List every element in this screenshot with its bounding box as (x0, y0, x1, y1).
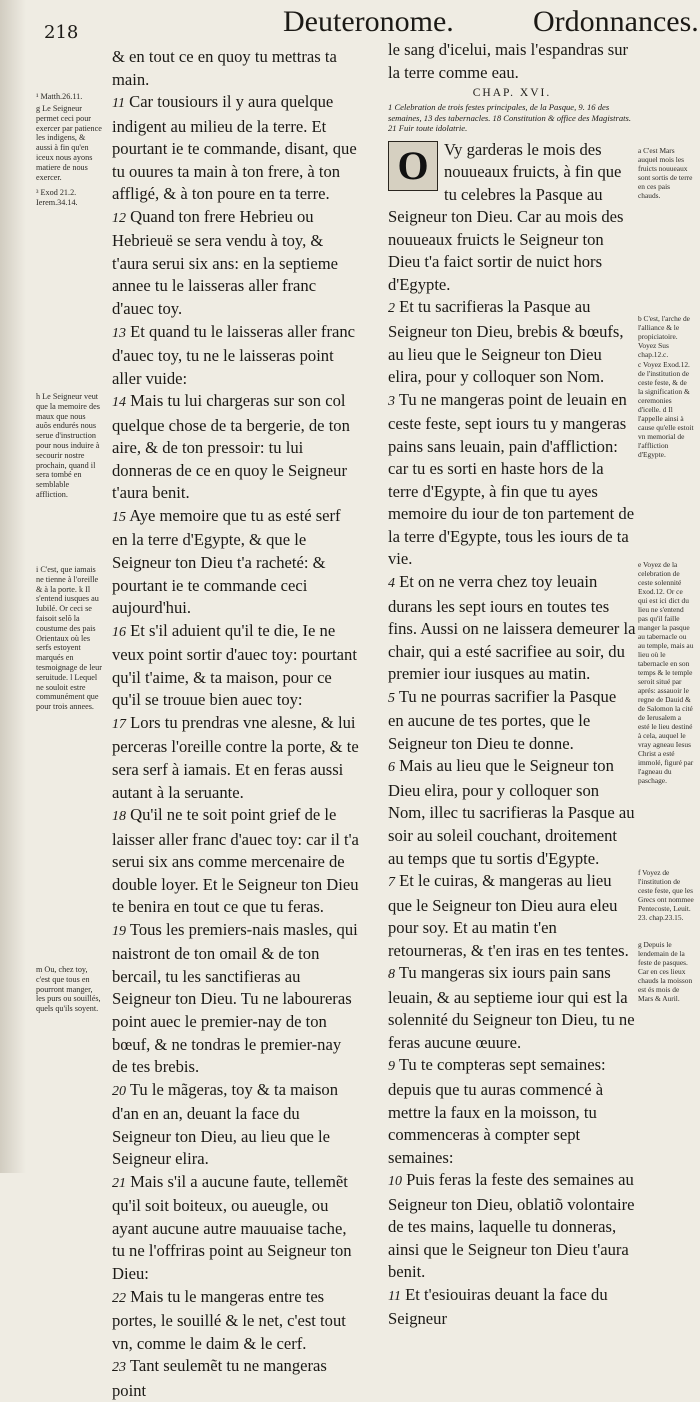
margin-note: c Voyez Exod.12. de l'institution de ceste feste, & de la signification & ceremonies d'icelle. d Il l'appelle ainsi à cause qu'elle estoit vn memorial de l'affliction d'Egypte. (638, 360, 694, 459)
running-head-book: Deuteronome. (283, 5, 454, 38)
verse-16: 16 Et s'il aduient qu'il te die, Ie ne veux point sortir d'auec toy: pourtant qu'il t'aime, & ta maison, pour ce qu'il se trouue bien auec toy: (112, 620, 357, 710)
chapter-heading: CHAP. XVI. (472, 87, 552, 100)
margin-note: a C'est Mars auquel mois les fruicts nouueaux sont sortis de terre en ces pais chauds. (638, 146, 693, 200)
verse-15: 15 Aye memoire que tu as esté serf en la terre d'Egypte, & que le Seigneur ton Dieu t'a racheté: & pourtant ie te commande ceci aujourd'hui. (112, 505, 341, 618)
margin-note: e Voyez de la celebration de ceste solennité Exod.12. Or ce qui est ici dict du lieu ne s'entend pas qu'il faille manger la pasque au tabernacle ou au temple, mais au lieu où le tabernacle en son temps & le temple seroit situé par aprés: assauoir le regne de Dauid & de Salomon la cité de Ierusalem a esté le lieu destiné à cela, auquel le vray agneau Iesus Christ a esté immolé, figuré par l'agneau du paschage. (638, 560, 694, 785)
verse-12: 12 Quand ton frere Hebrieu ou Hebrieuë se sera vendu à toy, & t'aura serui six ans: en la septieme annee tu le laisseras aller franc d'auec toy. (112, 206, 339, 319)
verse-13: 13 Et quand tu le laisseras aller franc d'auec toy, tu ne le laisseras point aller vuide: (112, 321, 355, 388)
verse-14: 14 Mais tu lui chargeras sur son col quelque chose de ta bergerie, de ton aire, & de ton pressoir: tu lui donneras de ce en quoy le Seigneur t'aura benit. (112, 391, 350, 503)
margin-note: h Le Seigneur veut que la memoire des maux que nous auõs endurés nous serue d'instruction pour nous induire à secourir nostre prochain, quand il sera tombé en semblable affliction. (36, 392, 100, 499)
verse-8: 8 Tu mangeras six iours pain sans leuain, & au septieme iour qui est la solennité du Seigneur ton Dieu, tu ne feras aucune œuure. (388, 963, 635, 1052)
verse-23: 23 Tant seulemẽt tu ne mangeras point (112, 1356, 327, 1400)
verse-10: 10 Puis feras la feste des semaines au Seigneur ton Dieu, oblatiõ volontaire de tes mains, laquelle tu donneras, ainsi que le Seigneur ton Dieu t'aura benit. (388, 1170, 635, 1282)
verse-9: 9 Tu te compteras sept semaines: depuis que tu auras commencé à mettre la faux en la moisson, tu commenceras à compter sept semaines: (388, 1055, 606, 1167)
verse-17: 17 Lors tu prendras vne alesne, & lui perceras l'oreille contre la porte, & te sera serf à iamais. Et en feras aussi autant à la seruante. (112, 712, 359, 802)
verse-11: 11 Car tousiours il y aura quelque indigent au milieu de la terre. Et pourtant ie te commande, disant, que tu ouures ta main à ton frere, à ton affligé, & à ton poure en ta terre. (112, 92, 357, 204)
verse-21: 21 Mais s'il a aucune faute, tellemẽt qu'il soit boiteux, ou aueugle, ou ayant aucune autre mauuaise tache, tu ne l'offriras point au Seigneur ton Dieu: (112, 1171, 352, 1283)
verse-22: 22 Mais tu le mangeras entre tes portes, le souillé & le net, c'est tout vn, comme le daim & le cerf. (112, 1286, 346, 1353)
verse-18: 18 Qu'il ne te soit point grief de le laisser aller franc d'auec toy: car il t'a serui six ans comme mercenaire de double loyer. Et le Seigneur ton Dieu te benira en tout ce que tu feras. (112, 805, 359, 917)
margin-note: m Ou, chez toy, c'est que tous en pourront manger, les purs ou souillés, quels qu'ils soyent. (36, 965, 101, 1014)
verse-11: 11 Et t'esiouiras deuant la face du Seigneur (388, 1284, 608, 1329)
verse-19: 19 Tous les premiers-nais masles, qui naistront de ton omail & de ton bercail, tu les sanctifieras au Seigneur ton Dieu. Tu ne laboureras point auec le premier-nay de ton bœuf, & ne tondras le premier-nay de tes brebis. (112, 919, 358, 1077)
verse-2: 2 Et tu sacrifieras la Pasque au Seigneur ton Dieu, brebis & bœufs, au lieu que le Seigneur ton Dieu elira, pour y colloquer son Nom. (388, 297, 624, 387)
running-head-topic: Ordonnances. (533, 5, 699, 38)
margin-note: ¹ Matth.26.11. (36, 92, 83, 101)
verse-3: 3 Tu ne mangeras point de leuain en ceste feste, sept iours tu y mangeras pains sans leuain, pain d'affliction: car tu es sorti en haste hors de la terre d'Egypte, à fin que tu ayes memoire du iour de ton partement de la terre d'Egypte, tous les iours de ta vie. (388, 389, 635, 569)
verse-continuation: & en tout ce en quoy tu mettras ta main. (112, 47, 337, 89)
verse-continuation: le sang d'icelui, mais l'espandras sur la terre comme eau. (388, 40, 629, 82)
verse-20: 20 Tu le mãgeras, toy & ta maison d'an en an, deuant la face du Seigneur ton Dieu, au lieu que le Seigneur elira. (112, 1079, 339, 1169)
margin-note: f Voyez de l'institution de ceste feste, que les Grecs ont nommee Pentecoste, Leuit. 23. chap.23.15. (638, 868, 694, 922)
left-text-column (112, 46, 360, 1402)
page-gutter-shadow (0, 0, 26, 1173)
right-text-column (388, 39, 636, 1331)
page-number: 218 (44, 22, 79, 43)
verse-5: 5 Tu ne pourras sacrifier la Pasque en aucune de tes portes, que le Seigneur ton Dieu te donne. (388, 686, 617, 753)
margin-note: i C'est, que iamais ne tienne à l'oreille & à la porte. k Il s'entend iusques au Iubilé. Or ceci se faisoit selõ la coustume des pais Orientaux où les serfs estoyent marqués en tesmoignage de leur seruitude. l Lequel ne souloit estre communément que pour trois annees. (36, 565, 102, 712)
margin-note: g Le Seigneur permet ceci pour exercer par patience les indigens, & aussi à fin qu'en iceux nous ayons matiere de nous exercer. (36, 104, 102, 182)
verse-4: 4 Et on ne verra chez toy leuain durans les sept iours en toutes tes fins. Aussi on ne laissera demeurer la chair, qui a esté sacrifiee au soir, du premier iour iusques au matin. (388, 571, 636, 684)
drop-cap-initial: O (388, 141, 438, 191)
verse-7: 7 Et le cuiras, & mangeras au lieu que le Seigneur ton Dieu aura eleu pour soy. Et au matin t'en retourneras, & t'en iras en tes tentes. (388, 871, 629, 960)
verse-6: 6 Mais au lieu que le Seigneur ton Dieu elira, pour y colloquer son Nom, illec tu sacrifieras la Pasque au soir au soleil couchant, droitement au temps que tu sortis d'Egypte. (388, 756, 635, 868)
margin-note: b C'est, l'arche de l'alliance & le propiciatoire. Voyez Sus chap.12.c. (638, 314, 690, 359)
verse-1: O Vy garderas le mois des nouueaux fruicts, à fin que tu celebres la Pasque au Seigneur ton Dieu. Car au mois des nouueaux fruicts le Seigneur ton Dieu t'a faict sortir de nuict hors d'Egypte. (388, 139, 624, 294)
margin-note: g Depuis le lendemain de la feste de pasques. Car en ces lieux chauds la moisson est és mois de Mars & Auril. (638, 940, 693, 1003)
chapter-summary: 1 Celebration de trois festes principales, de la Pasque, 9. 16 des semaines, 13 des tabernacles. 18 Constitution & office des Magistrats. 21 Fuir toute idolatrie. (388, 102, 631, 134)
margin-note: ³ Exod 21.2. Ierem.34.14. (36, 188, 78, 207)
